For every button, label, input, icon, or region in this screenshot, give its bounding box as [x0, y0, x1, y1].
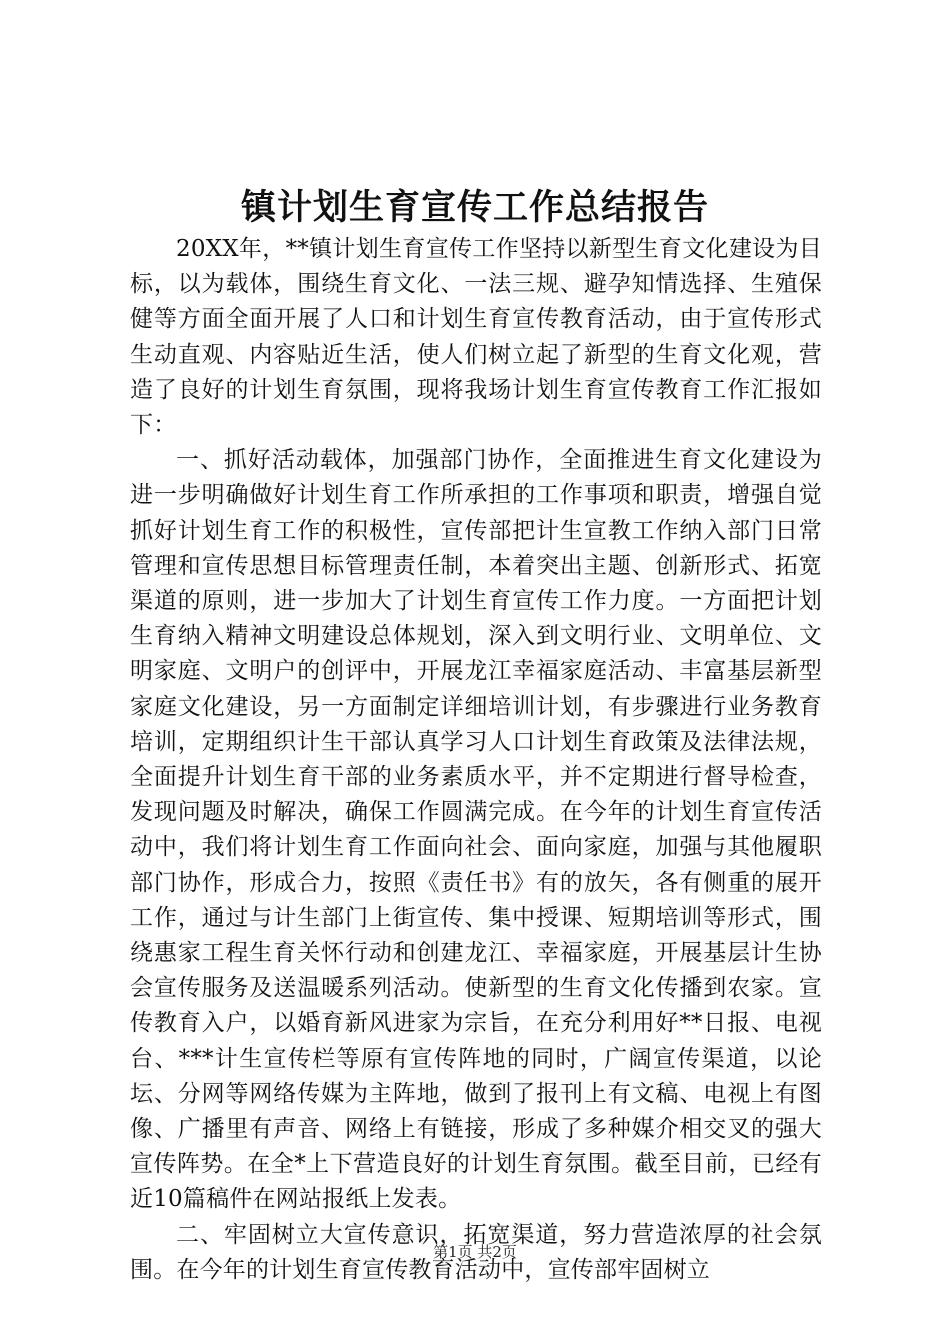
document-title: 镇计划生育宣传工作总结报告 — [240, 188, 709, 228]
paragraph-section-1: 一、抓好活动载体，加强部门协作，全面推进生育文化建设为进一步明确做好计划生育工作所承担的工作事项和职责，增强自觉抓好计划生育工作的积极性，宣传部把计生宣教工作纳入部门日常管理和宣传思想目标管理责任制，本着突出主题、创新形式、拓宽渠道的原则，进一步加大了计划生育宣传工作力度。一方面把计划生育纳入精神文明建设总体规划，深入到文明行业、文明单位、文明家庭、文明户的创评中，开展龙江幸福家庭活动、丰富基层新型家庭文化建设，另一方面制定详细培训计划，有步骤进行业务教育培训，定期组织计生干部认真学习人口计划生育政策及法律法规，全面提升计划生育干部的业务素质水平，并不定期进行督导检查，发现问题及时解决，确保工作圆满完成。在今年的计划生育宣传活动中，我们将计划生育工作面向社会、面向家庭，加强与其他履职部门协作，形成合力，按照《责任书》有的放矢，各有侧重的展开工作，通过与计生部门上街宣传、集中授课、短期培训等形式，围绕惠家工程生育关怀行动和创建龙江、幸福家庭，开展基层计生协会宣传服务及送温暖系列活动。使新型的生育文化传播到农家。宣传教育入户，以婚育新风进家为宗旨，在充分利用好**日报、电视台、***计生宣传栏等原有宣传阵地的同时，广阔宣传渠道，以论坛、分网等网络传媒为主阵地，做到了报刊上有文稿、电视上有图像、广播里有声音、网络上有链接，形成了多种媒介相交叉的强大宣传阵势。在全*上下营造良好的计划生育氛围。截至目前，已经有近10篇稿件在网站报纸上发表。 — [130, 447, 822, 1213]
document-body — [130, 232, 822, 1288]
paragraph-intro: 20XX年，**镇计划生育宣传工作坚持以新型生育文化建设为目标，以为载体，围绕生育文化、一法三规、避孕知情选择、生殖保健等方面全面开展了人口和计划生育宣传教育活动，由于宣传形式生动直观、内容贴近生活，使人们树立起了新型的生育文化观，营造了良好的计划生育氛围，现将我场计划生育宣传教育工作汇报如下： — [130, 236, 822, 439]
page-footer: 第1页 共2页 — [433, 1243, 517, 1261]
paragraph-section-2: 二、牢固树立大宣传意识，拓宽渠道，努力营造浓厚的社会氛围。在今年的计划生育宣传教育活动中，宣传部牢固树立 — [130, 1221, 822, 1283]
